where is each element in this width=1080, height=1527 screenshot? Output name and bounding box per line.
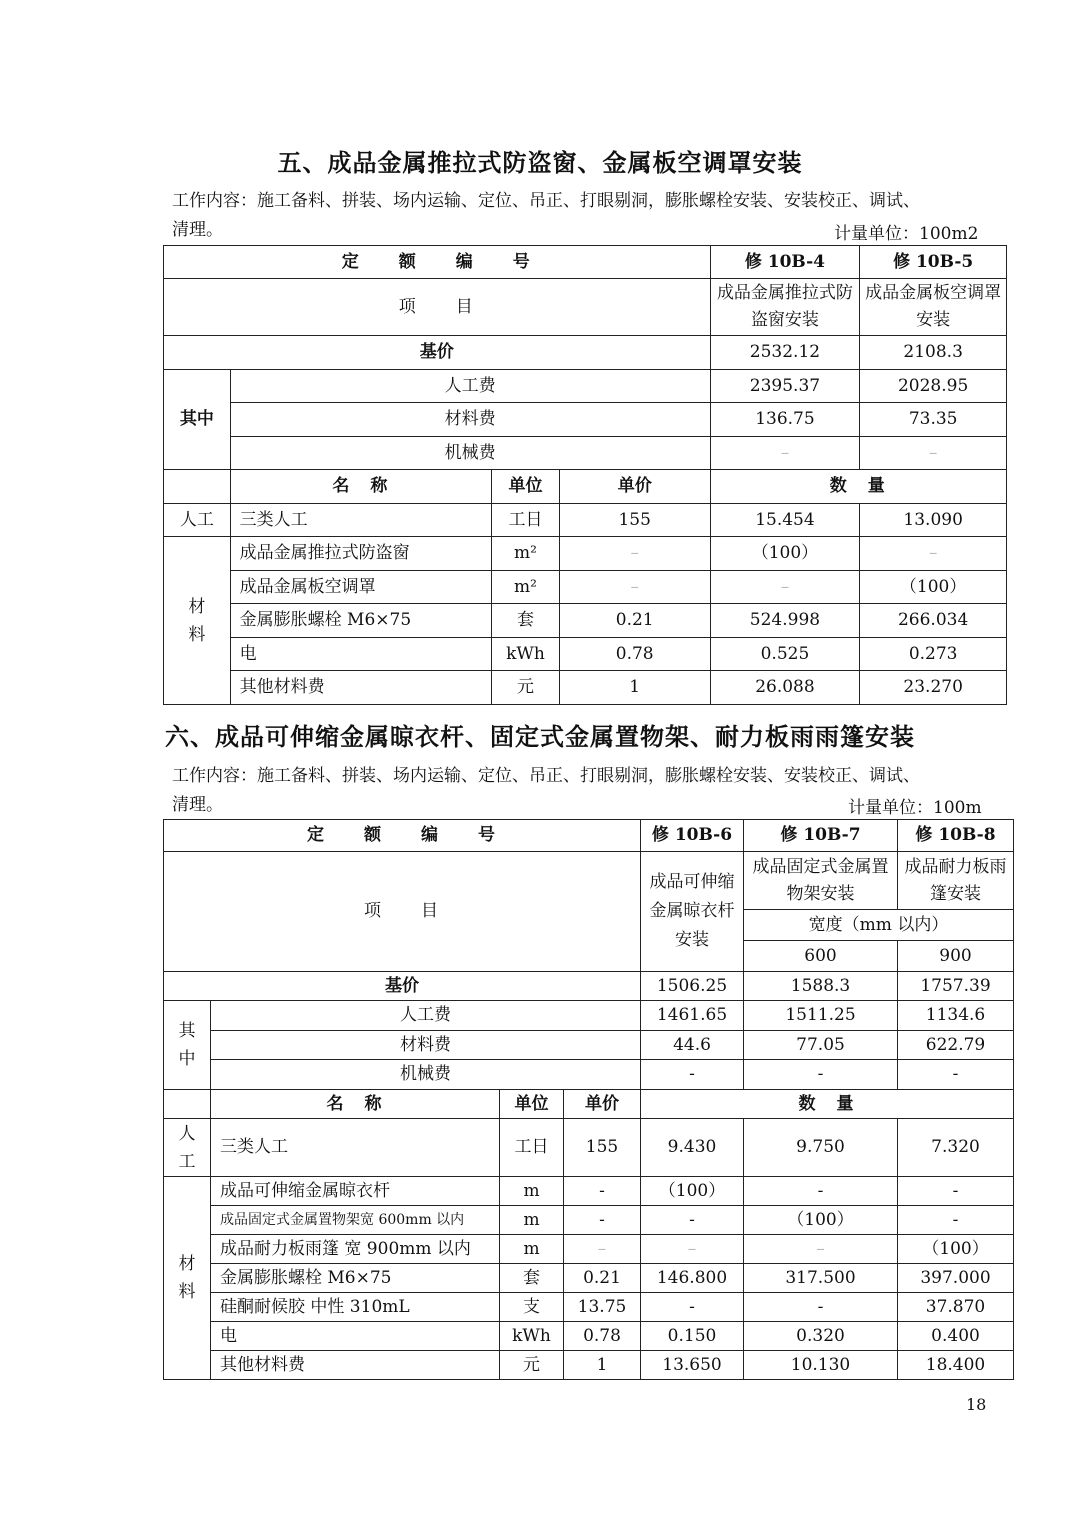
machine-value: - <box>641 1060 744 1090</box>
row-name: 三类人工 <box>211 1119 500 1177</box>
col-price: 单价 <box>559 470 710 504</box>
row-qty: 0.320 <box>744 1322 898 1351</box>
row-qty: 0.525 <box>710 638 860 671</box>
item-name: 成品金属板空调罩安装 <box>860 279 1007 336</box>
material-group: 材 料 <box>164 537 231 705</box>
row-qty: – <box>860 537 1007 571</box>
machine-label: 机械费 <box>211 1060 641 1090</box>
row-name: 三类人工 <box>230 504 492 537</box>
material-label: 材料费 <box>211 1031 641 1060</box>
row-name: 成品固定式金属置物架宽 600mm 以内 <box>211 1206 500 1235</box>
width-label: 宽度（mm 以内） <box>744 910 1014 941</box>
row-qty: 146.800 <box>641 1264 744 1293</box>
row-qty: 10.130 <box>744 1351 898 1380</box>
labor-group: 人 工 <box>164 1119 211 1177</box>
header-quota: 定 额 编 号 <box>164 246 711 279</box>
base-value: 1506.25 <box>641 972 744 1001</box>
row-qty: – <box>641 1235 744 1264</box>
row-qty: 37.870 <box>898 1293 1014 1322</box>
row-unit: kWh <box>492 638 560 671</box>
code: 修 10B-8 <box>898 820 1014 852</box>
row-price: 13.75 <box>564 1293 641 1322</box>
row-qty: 397.000 <box>898 1264 1014 1293</box>
row-unit: 元 <box>500 1351 564 1380</box>
row-name: 电 <box>230 638 492 671</box>
material-value: 77.05 <box>744 1031 898 1060</box>
width-value: 600 <box>744 941 898 972</box>
row-unit: m <box>500 1177 564 1206</box>
section6-work-line1: 工作内容：施工备料、拼装、场内运输、定位、吊正、打眼剔洞，膨胀螺栓安装、安装校正、调试、 <box>172 766 920 786</box>
row-qty: 18.400 <box>898 1351 1014 1380</box>
row-qty: 0.400 <box>898 1322 1014 1351</box>
machine-label: 机械费 <box>230 437 710 470</box>
col-qty: 数 量 <box>641 1090 1014 1119</box>
base-label: 基价 <box>164 972 641 1001</box>
labor-value: 2395.37 <box>710 370 860 403</box>
row-name: 电 <box>211 1322 500 1351</box>
section5-table <box>163 245 1007 705</box>
row-price: 155 <box>559 504 710 537</box>
base-value: 2108.3 <box>860 336 1007 370</box>
row-price: - <box>564 1206 641 1235</box>
item-name: 成品金属推拉式防盗窗安装 <box>710 279 860 336</box>
row-qty: - <box>641 1206 744 1235</box>
base-label: 基价 <box>164 336 711 370</box>
section5-title: 五、成品金属推拉式防盗窗、金属板空调罩安装 <box>277 149 803 177</box>
row-qty: 524.998 <box>710 604 860 638</box>
row-qty: （100） <box>860 571 1007 604</box>
machine-value: - <box>744 1060 898 1090</box>
row-qty: - <box>898 1177 1014 1206</box>
machine-value: - <box>898 1060 1014 1090</box>
header-quota: 定 额 编 号 <box>164 820 641 852</box>
header-item: 项 目 <box>164 279 711 336</box>
row-name: 硅酮耐候胶 中性 310mL <box>211 1293 500 1322</box>
row-unit: 工日 <box>500 1119 564 1177</box>
row-price: - <box>564 1177 641 1206</box>
row-qty: 26.088 <box>710 671 860 705</box>
row-unit: 套 <box>492 604 560 638</box>
row-qty: 9.430 <box>641 1119 744 1177</box>
qizhong-label: 其 中 <box>164 1001 211 1090</box>
row-price: 155 <box>564 1119 641 1177</box>
row-qty: （100） <box>898 1235 1014 1264</box>
row-unit: 元 <box>492 671 560 705</box>
row-qty: （100） <box>641 1177 744 1206</box>
code: 修 10B-5 <box>860 246 1007 279</box>
row-unit: m <box>500 1206 564 1235</box>
row-qty: - <box>641 1293 744 1322</box>
machine-value: – <box>860 437 1007 470</box>
row-unit: m² <box>492 571 560 604</box>
row-price: – <box>564 1235 641 1264</box>
labor-value: 1461.65 <box>641 1001 744 1031</box>
section6-table <box>163 819 1014 1380</box>
material-value: 136.75 <box>710 403 860 437</box>
col-unit: 单位 <box>500 1090 564 1119</box>
row-qty: 23.270 <box>860 671 1007 705</box>
row-name: 其他材料费 <box>230 671 492 705</box>
row-qty: 15.454 <box>710 504 860 537</box>
labor-label: 人工费 <box>230 370 710 403</box>
row-name: 成品耐力板雨篷 宽 900mm 以内 <box>211 1235 500 1264</box>
row-qty: 0.273 <box>860 638 1007 671</box>
section5-work-line2: 清理。 <box>172 220 223 240</box>
row-qty: 13.090 <box>860 504 1007 537</box>
row-unit: 套 <box>500 1264 564 1293</box>
item-name: 成品固定式金属置物架安装 <box>744 852 898 910</box>
item-name: 成品可伸缩金属晾衣杆安装 <box>641 852 744 972</box>
section6-title: 六、成品可伸缩金属晾衣杆、固定式金属置物架、耐力板雨雨篷安装 <box>165 723 915 751</box>
row-name: 成品金属推拉式防盗窗 <box>230 537 492 571</box>
row-unit: m² <box>492 537 560 571</box>
row-qty: 317.500 <box>744 1264 898 1293</box>
code: 修 10B-4 <box>710 246 860 279</box>
material-group: 材 料 <box>164 1177 211 1380</box>
labor-group: 人工 <box>164 504 231 537</box>
col-unit: 单位 <box>492 470 560 504</box>
row-unit: kWh <box>500 1322 564 1351</box>
row-qty: 266.034 <box>860 604 1007 638</box>
row-qty: - <box>744 1293 898 1322</box>
row-qty: 7.320 <box>898 1119 1014 1177</box>
base-value: 2532.12 <box>710 336 860 370</box>
material-label: 材料费 <box>230 403 710 437</box>
row-price: 1 <box>564 1351 641 1380</box>
section5-work-line1: 工作内容：施工备料、拼装、场内运输、定位、吊正、打眼剔洞，膨胀螺栓安装、安装校正、调试、 <box>172 191 920 211</box>
header-item: 项 目 <box>164 852 641 972</box>
item-name: 成品耐力板雨篷安装 <box>898 852 1014 910</box>
base-value: 1757.39 <box>898 972 1014 1001</box>
col-qty: 数 量 <box>710 470 1006 504</box>
row-price: 0.21 <box>559 604 710 638</box>
row-qty: 0.150 <box>641 1322 744 1351</box>
row-qty: 13.650 <box>641 1351 744 1380</box>
row-unit: 支 <box>500 1293 564 1322</box>
row-name: 成品金属板空调罩 <box>230 571 492 604</box>
section6-unit: 计量单位：100m <box>848 798 982 818</box>
row-qty: – <box>710 571 860 604</box>
row-qty: （100） <box>744 1206 898 1235</box>
col-price: 单价 <box>564 1090 641 1119</box>
code: 修 10B-7 <box>744 820 898 852</box>
row-price: – <box>559 571 710 604</box>
material-value: 44.6 <box>641 1031 744 1060</box>
material-value: 73.35 <box>860 403 1007 437</box>
row-price: 1 <box>559 671 710 705</box>
material-value: 622.79 <box>898 1031 1014 1060</box>
row-name: 金属膨胀螺栓 M6×75 <box>211 1264 500 1293</box>
row-unit: m <box>500 1235 564 1264</box>
col-name: 名 称 <box>230 470 492 504</box>
row-qty: - <box>898 1206 1014 1235</box>
qizhong-label: 其中 <box>164 370 231 470</box>
row-name: 成品可伸缩金属晾衣杆 <box>211 1177 500 1206</box>
machine-value: – <box>710 437 860 470</box>
row-qty: （100） <box>710 537 860 571</box>
row-qty: 9.750 <box>744 1119 898 1177</box>
section5-unit: 计量单位：100m2 <box>834 224 979 244</box>
labor-value: 2028.95 <box>860 370 1007 403</box>
row-price: 0.78 <box>564 1322 641 1351</box>
labor-value: 1134.6 <box>898 1001 1014 1031</box>
base-value: 1588.3 <box>744 972 898 1001</box>
row-qty: - <box>744 1177 898 1206</box>
col-name: 名 称 <box>211 1090 500 1119</box>
row-price: – <box>559 537 710 571</box>
code: 修 10B-6 <box>641 820 744 852</box>
row-qty: – <box>744 1235 898 1264</box>
page-number: 18 <box>966 1395 987 1414</box>
section6-work-line2: 清理。 <box>172 795 223 815</box>
row-price: 0.78 <box>559 638 710 671</box>
row-name: 金属膨胀螺栓 M6×75 <box>230 604 492 638</box>
labor-value: 1511.25 <box>744 1001 898 1031</box>
row-unit: 工日 <box>492 504 560 537</box>
width-value: 900 <box>898 941 1014 972</box>
row-name: 其他材料费 <box>211 1351 500 1380</box>
row-price: 0.21 <box>564 1264 641 1293</box>
labor-label: 人工费 <box>211 1001 641 1031</box>
